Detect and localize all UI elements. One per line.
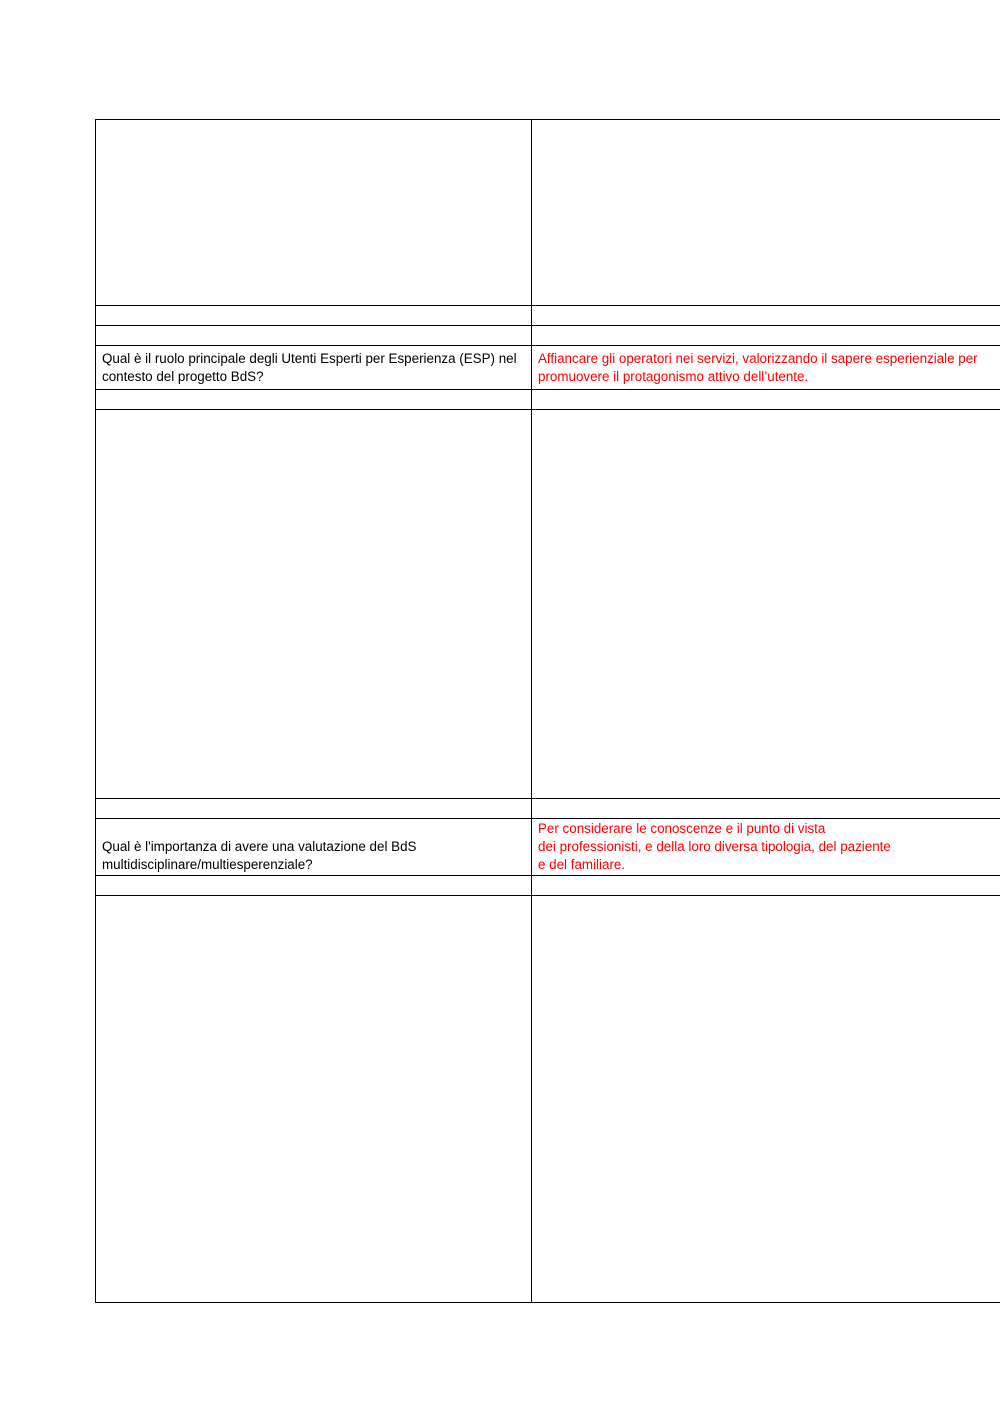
question-cell: [96, 896, 532, 1303]
question-cell: [96, 799, 532, 819]
answer-cell: [532, 326, 1000, 346]
answer-cell: Affiancare gli operatori nei servizi, valorizzando il sapere esperienziale per promuovere il protagonismo attivo dell’utente.: [532, 346, 1000, 390]
answer-cell: [532, 876, 1000, 896]
table-row: [96, 896, 1000, 1303]
table-row: [96, 390, 1000, 410]
answer-cell: [532, 799, 1000, 819]
question-cell: [96, 120, 532, 306]
question-cell: [96, 306, 532, 326]
answer-cell: [532, 410, 1000, 799]
table-row: [96, 326, 1000, 346]
table-row: [96, 346, 1000, 390]
question-cell: [96, 326, 532, 346]
answer-cell: [532, 120, 1000, 306]
table-row: [96, 306, 1000, 326]
answer-cell: [532, 306, 1000, 326]
table-row: [96, 819, 1000, 876]
answer-cell: [532, 896, 1000, 1303]
answer-cell: Per considerare le conoscenze e il punto di vista dei professionisti, e della loro diversa tipologia, del paziente e del familiare.: [532, 819, 1000, 876]
answer-cell: [532, 390, 1000, 410]
questionnaire-table: [95, 119, 1000, 1303]
question-cell: [96, 410, 532, 799]
question-cell: [96, 390, 532, 410]
question-cell: Qual è l'importanza di avere una valutazione del BdS multidisciplinare/multiesperenziale?: [96, 819, 532, 876]
table-row: [96, 120, 1000, 306]
question-cell: [96, 876, 532, 896]
table-row: [96, 876, 1000, 896]
table-row: [96, 799, 1000, 819]
table-row: [96, 410, 1000, 799]
question-cell: Qual è il ruolo principale degli Utenti Esperti per Esperienza (ESP) nel contesto del progetto BdS?: [96, 346, 532, 390]
